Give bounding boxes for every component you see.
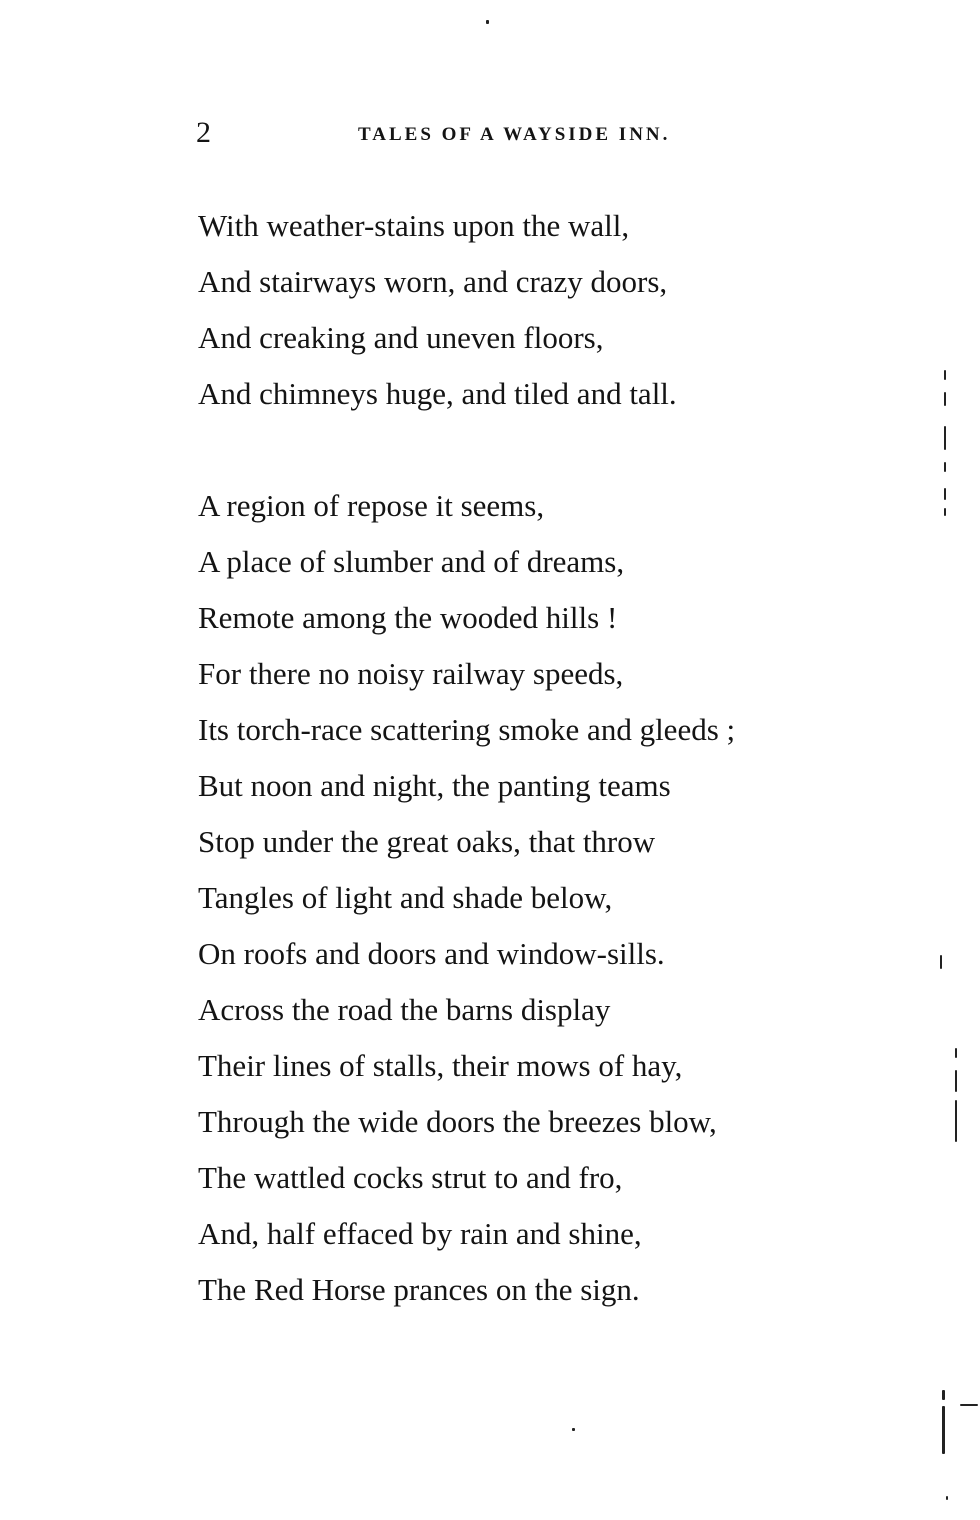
scan-speck bbox=[944, 370, 946, 380]
stanza-1 bbox=[198, 198, 677, 422]
scan-speck bbox=[944, 488, 946, 500]
scan-speck bbox=[944, 392, 946, 406]
verse-line: And chimneys huge, and tiled and tall. bbox=[198, 376, 677, 411]
verse-line: Remote among the wooded hills ! bbox=[198, 600, 618, 635]
book-title: TALES OF A WAYSIDE INN. bbox=[358, 124, 671, 145]
verse-line: Tangles of light and shade below, bbox=[198, 880, 613, 915]
verse-line: Stop under the great oaks, that throw bbox=[198, 824, 656, 859]
scan-speck bbox=[942, 1390, 945, 1400]
verse-line: Its torch-race scattering smoke and gleeds ; bbox=[198, 712, 736, 747]
verse-line: The wattled cocks strut to and fro, bbox=[198, 1160, 623, 1195]
verse-line: And, half effaced by rain and shine, bbox=[198, 1216, 642, 1251]
scan-speck bbox=[955, 1070, 957, 1092]
scan-speck bbox=[940, 955, 942, 969]
verse-line: And stairways worn, and crazy doors, bbox=[198, 264, 668, 299]
running-head bbox=[196, 116, 756, 156]
scan-speck bbox=[942, 1406, 945, 1454]
verse-line: And creaking and uneven floors, bbox=[198, 320, 604, 355]
page-number: 2 bbox=[196, 116, 211, 149]
scan-speck bbox=[486, 20, 489, 24]
verse-line: Their lines of stalls, their mows of hay, bbox=[198, 1048, 683, 1083]
verse-line: The Red Horse prances on the sign. bbox=[198, 1272, 640, 1307]
verse-line: Through the wide doors the breezes blow, bbox=[198, 1104, 717, 1139]
scan-speck bbox=[944, 426, 946, 450]
verse-line: But noon and night, the panting teams bbox=[198, 768, 671, 803]
scan-speck bbox=[955, 1100, 957, 1142]
scan-speck bbox=[946, 1496, 948, 1500]
verse-line: For there no noisy railway speeds, bbox=[198, 656, 624, 691]
verse-line: With weather-stains upon the wall, bbox=[198, 208, 630, 243]
stanza-2 bbox=[198, 478, 735, 1318]
verse-line: On roofs and doors and window-sills. bbox=[198, 936, 665, 971]
verse-line: A region of repose it seems, bbox=[198, 488, 545, 523]
verse-line: A place of slumber and of dreams, bbox=[198, 544, 625, 579]
scan-speck bbox=[572, 1428, 575, 1431]
verse-line: Across the road the barns display bbox=[198, 992, 611, 1027]
scan-speck bbox=[944, 508, 946, 516]
scan-speck bbox=[960, 1404, 978, 1406]
scan-speck bbox=[955, 1048, 957, 1058]
scan-speck bbox=[944, 462, 946, 472]
